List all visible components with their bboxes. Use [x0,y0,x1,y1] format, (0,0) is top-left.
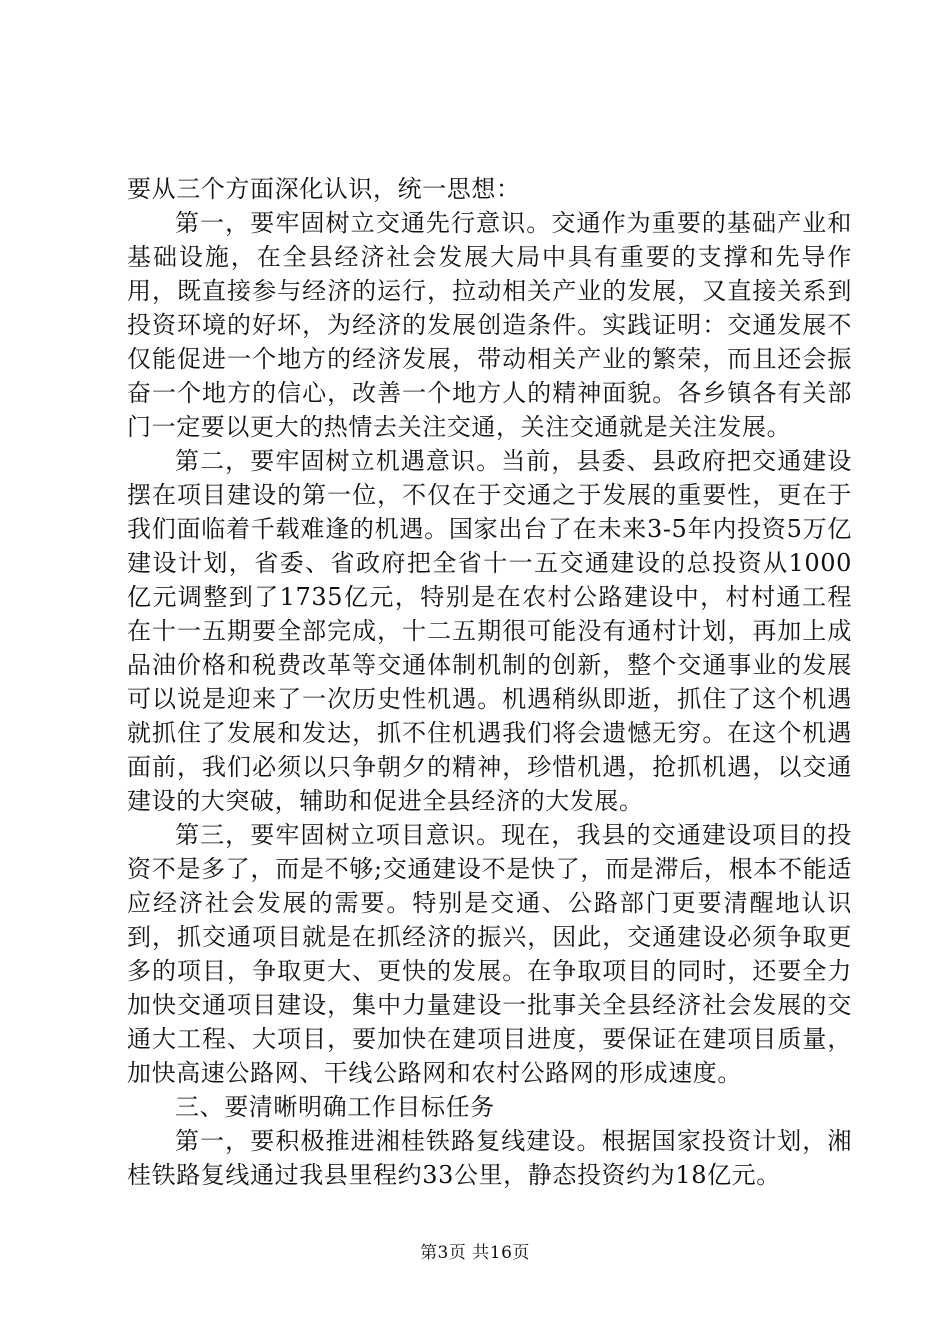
paragraph-first-point: 第一，要牢固树立交通先行意识。交通作为重要的基础产业和基础设施，在全县经济社会发展大局中具有重要的支撑和先导作用，既直接参与经济的运行，拉动相关产业的发展，又直接关系到投资环境的好坏，为经济的发展创造条件。实践证明：交通发展不仅能促进一个地方的经济发展，带动相关产业的繁荣，而且还会振奋一个地方的信心，改善一个地方人的精神面貌。各乡镇各有关部门一定要以更大的热情去关注交通，关注交通就是关注发展。 [127,209,852,441]
paragraph-second-point: 第二，要牢固树立机遇意识。当前，县委、县政府把交通建设摆在项目建设的第一位，不仅在于交通之于发展的重要性，更在于我们面临着千载难逢的机遇。国家出台了在未来3-5年内投资5万亿建设计划，省委、省政府把全省十一五交通建设的总投资从1000亿元调整到了1735亿元，特别是在农村公路建设中，村村通工程在十一五期要全部完成，十二五期很可能没有通村计划，再加上成品油价格和税费改革等交通体制机制的创新，整个交通事业的发展可以说是迎来了一次历史性机遇。机遇稍纵即逝，抓住了这个机遇就抓住了发展和发达，抓不住机遇我们将会遗憾无穷。在这个机遇面前，我们必须以只争朝夕的精神，珍惜机遇，抢抓机遇，以交通建设的大突破，辅助和促进全县经济的大发展。 [127,447,852,815]
paragraph-intro: 要从三个方面深化认识，统一思想： [127,175,521,203]
document-body [127,172,852,1192]
page-footer: 第3页 共16页 [420,1243,530,1263]
paragraph-third-point: 第三，要牢固树立项目意识。现在，我县的交通建设项目的投资不是多了，而是不够;交通建设不是快了，而是滞后，根本不能适应经济社会发展的需要。特别是交通、公路部门更要清醒地认识到，抓交通项目就是在抓经济的振兴，因此，交通建设必须争取更多的项目，争取更大、更快的发展。在争取项目的同时，还要全力加快交通项目建设，集中力量建设一批事关全县经济社会发展的交通大工程、大项目，要加快在建项目进度，要保证在建项目质量，加快高速公路网、干线公路网和农村公路网的形成速度。 [127,821,852,1087]
paragraph-railway: 第一，要积极推进湘桂铁路复线建设。根据国家投资计划，湘桂铁路复线通过我县里程约33公里，静态投资约为18亿元。 [127,1127,852,1189]
section-heading: 三、要清晰明确工作目标任务 [175,1093,495,1121]
